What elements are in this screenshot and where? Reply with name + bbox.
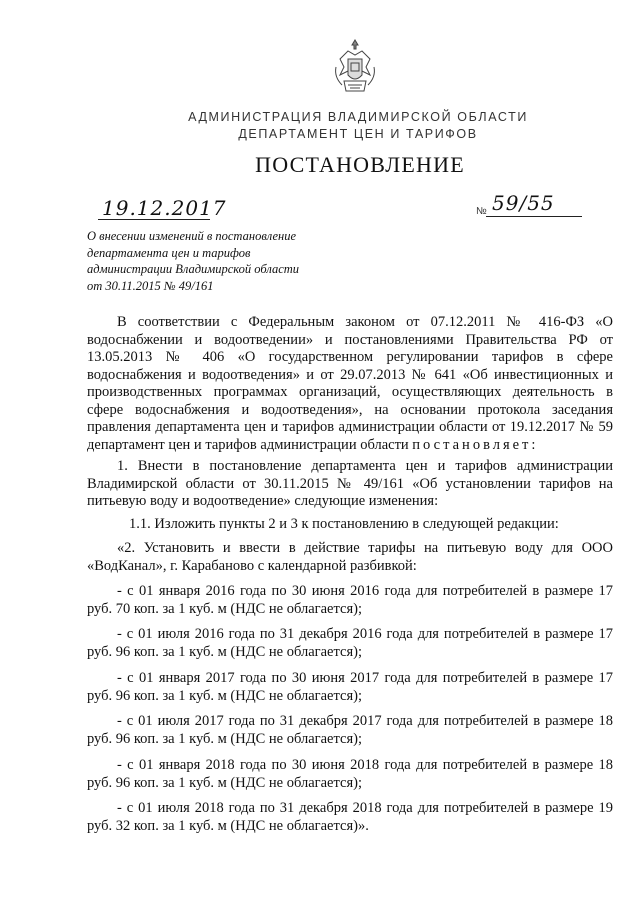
document-subject — [87, 228, 327, 294]
tariff-item: - с 01 июля 2018 года по 31 декабря 2018 года для потребителей в размере 19 руб. 32 коп. за 1 куб. м (НДС не облагается)». — [87, 800, 613, 834]
clause-2-paragraph: «2. Установить и ввести в действие тарифы на питьевую воду для ООО «ВодКанал», г. Карабаново с календарной разбивкой: — [87, 540, 613, 574]
tariff-item: - с 01 января 2017 года по 30 июня 2017 года для потребителей в размере 17 руб. 96 коп. за 1 куб. м (НДС не облагается); — [87, 670, 613, 704]
preamble-paragraph — [87, 314, 613, 454]
document-type-title: ПОСТАНОВЛЕНИЕ — [255, 152, 465, 177]
tariff-item: - с 01 июля 2016 года по 31 декабря 2016 года для потребителей в размере 17 руб. 96 коп. за 1 куб. м (НДС не облагается); — [87, 626, 613, 660]
coat-of-arms-icon — [330, 37, 380, 99]
tariff-item: - с 01 июля 2017 года по 31 декабря 2017 года для потребителей в размере 18 руб. 96 коп. за 1 куб. м (НДС не облагается); — [87, 713, 613, 747]
subject-line: от 30.11.2015 № 49/161 — [87, 278, 214, 293]
document-number: 59/55 — [492, 191, 555, 215]
number-underline — [486, 216, 582, 217]
clause-1-1-paragraph: 1.1. Изложить пункты 2 и 3 к постановлению в следующей редакции: — [129, 516, 559, 532]
resolve-word: постановляет: — [412, 436, 539, 453]
subject-line: О внесении изменений в постановление — [87, 229, 297, 243]
preamble-text: В соответствии с Федеральным законом от 07.12.2011 № 416-ФЗ «О водоснабжении и водоотведении» и постановлениями Правительства РФ от 13.05.2013 № 406 «О государственном регулировании тарифов в сфере водоснабжения и водоотведения» и от 29.07.2013 № 641 «Об инвестиционных и производственных программах организаций, осуществляющих деятельность в сфере водоснабжения и водоотведения», на основании протокола заседания правления департамента цен и тарифов администрации области от 19.12.2017 № 59 департамент цен и тарифов администрации области — [87, 314, 613, 453]
date-underline — [98, 219, 210, 220]
subject-line: администрации Владимирской области — [87, 262, 300, 276]
subject-line: департамента цен и тарифов — [87, 245, 251, 260]
number-prefix: № — [476, 206, 487, 217]
document-date: 19.12.2017 — [102, 196, 227, 220]
tariff-item: - с 01 января 2018 года по 30 июня 2018 года для потребителей в размере 18 руб. 96 коп. за 1 куб. м (НДС не облагается); — [87, 757, 613, 791]
clause-1-paragraph: 1. Внести в постановление департамента цен и тарифов администрации Владимирской области от 30.11.2015 № 49/161 «Об установлении тарифов на питьевую воду и водоотведение» следующие изменения: — [87, 458, 613, 509]
org-name-line-2: ДЕПАРТАМЕНТ ЦЕН И ТАРИФОВ — [238, 127, 478, 141]
org-name-line-1: АДМИНИСТРАЦИЯ ВЛАДИМИРСКОЙ ОБЛАСТИ — [188, 110, 528, 124]
tariff-item: - с 01 января 2016 года по 30 июня 2016 года для потребителей в размере 17 руб. 70 коп. за 1 куб. м (НДС не облагается); — [87, 583, 613, 617]
